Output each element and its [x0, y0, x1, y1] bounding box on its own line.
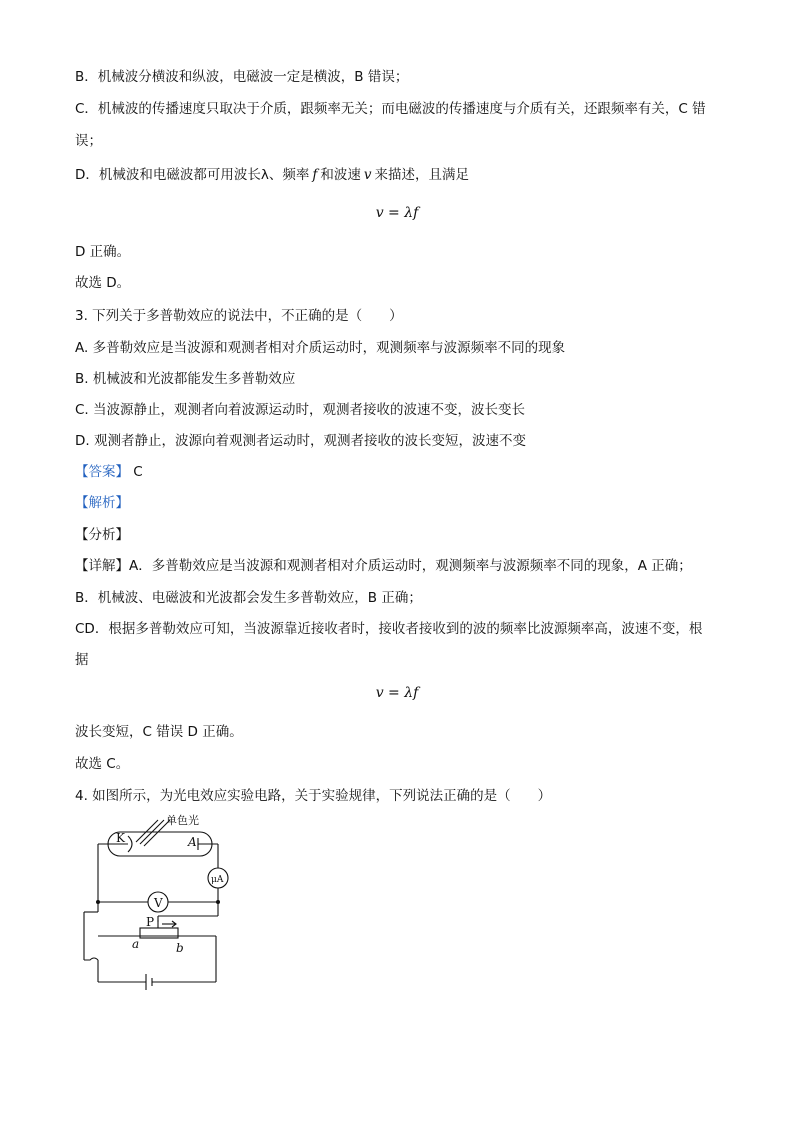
end-b-label: b — [176, 941, 184, 955]
analysis-tag: 【解析】 — [75, 495, 129, 511]
light-label: 单色光 — [166, 814, 199, 827]
answer-tag: 【答案】 — [75, 464, 129, 480]
detail-line: 【详解】A．多普勒效应是当波源和观测者相对介质运动时，观测频率与波源频率不同的现象，A 正确； — [75, 558, 692, 574]
end-a-label: a — [132, 937, 140, 951]
detail-tag: 【详解】 — [75, 558, 129, 574]
option-c: C. 当波源静止，观测者向着波源运动时，观测者接收的波速不变，波长变长 — [75, 402, 526, 418]
text-line: B．机械波分横波和纵波，电磁波一定是横波，B 错误； — [75, 69, 409, 85]
text-line: C．机械波的传播速度只取决于介质，跟频率无关；而电磁波的传播速度与介质有关，还跟频率有关，C 错 — [75, 101, 706, 117]
fenxi-tag: 【分析】 — [75, 527, 129, 543]
equation: v = λf — [375, 685, 419, 701]
option-b: B. 机械波和光波都能发生多普勒效应 — [75, 371, 296, 387]
question-4: 4. 如图所示，为光电效应实验电路，关于实验规律，下列说法正确的是（ ） — [75, 788, 552, 804]
answer-line — [75, 463, 143, 481]
voltmeter-label: V — [154, 896, 163, 910]
text-line: D 正确。 — [75, 244, 131, 260]
option-d: D. 观测者静止，波源向着观测者运动时，观测者接收的波长变短，波速不变 — [75, 433, 526, 449]
answer-value: C — [133, 464, 143, 480]
question-3: 3. 下列关于多普勒效应的说法中，不正确的是（ ） — [75, 308, 403, 324]
option-a: A. 多普勒效应是当波源和观测者相对介质运动时，观测频率与波源频率不同的现象 — [75, 340, 566, 356]
text-line: 据 — [75, 652, 89, 668]
cathode-label: K — [116, 831, 125, 845]
text-line: B．机械波、电磁波和光波都会发生多普勒效应，B 正确； — [75, 590, 422, 606]
text-line: 故选 C。 — [75, 756, 130, 772]
text-line: 故选 D。 — [75, 275, 131, 291]
anode-label: A — [188, 835, 197, 849]
text-line-d: D．机械波和电磁波都可用波长λ、频率 f 和波速 v 来描述，且满足 — [75, 167, 470, 183]
slider-label: P — [146, 915, 155, 929]
ammeter-label: μA — [211, 875, 224, 885]
equation: v = λf — [375, 205, 419, 221]
text-line: 误； — [75, 133, 102, 149]
photoelectric-circuit-diagram — [70, 812, 240, 992]
text-line: 波长变短，C 错误 D 正确。 — [75, 724, 243, 740]
text-line: CD．根据多普勒效应可知，当波源靠近接收者时，接收者接收到的波的频率比波源频率高，波速不变，根 — [75, 621, 703, 637]
